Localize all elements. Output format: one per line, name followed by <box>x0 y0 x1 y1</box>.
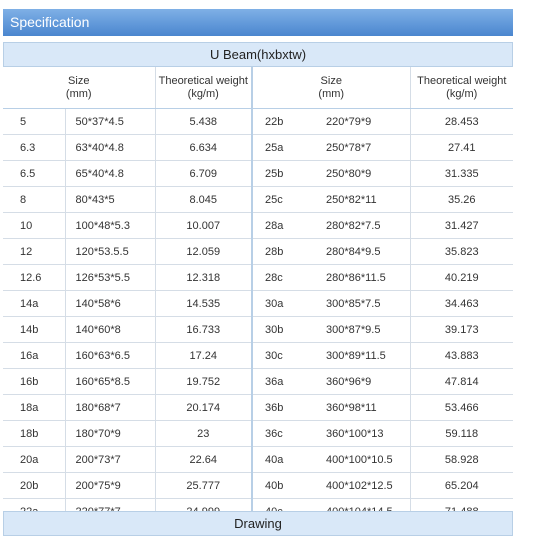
size-cell: 360*100*13 <box>306 421 410 447</box>
model-cell: 25c <box>252 187 306 213</box>
weight-cell: 58.928 <box>410 447 513 473</box>
table-row <box>3 109 513 135</box>
size-column-header-right <box>252 67 410 109</box>
model-cell: 12 <box>3 239 65 265</box>
model-cell: 14b <box>3 317 65 343</box>
model-cell: 6.3 <box>3 135 65 161</box>
model-cell: 18a <box>3 395 65 421</box>
model-cell: 28c <box>252 265 306 291</box>
weight-cell: 59.118 <box>410 421 513 447</box>
size-cell: 126*53*5.5 <box>65 265 155 291</box>
size-cell: 180*68*7 <box>65 395 155 421</box>
weight-cell: 14.535 <box>155 291 252 317</box>
size-cell: 200*73*7 <box>65 447 155 473</box>
size-cell: 280*82*7.5 <box>306 213 410 239</box>
model-cell: 25a <box>252 135 306 161</box>
model-cell: 25b <box>252 161 306 187</box>
model-cell: 20a <box>3 447 65 473</box>
model-cell: 30b <box>252 317 306 343</box>
size-cell: 65*40*4.8 <box>65 161 155 187</box>
weight-label: Theoretical weight <box>158 74 248 87</box>
size-cell: 250*80*9 <box>306 161 410 187</box>
size-column-header-left <box>3 67 155 109</box>
weight-label: Theoretical weight <box>417 74 507 87</box>
table-row <box>3 291 513 317</box>
weight-cell: 53.466 <box>410 395 513 421</box>
weight-column-header-left <box>155 67 252 109</box>
model-cell: 22b <box>252 109 306 135</box>
weight-cell: 28.453 <box>410 109 513 135</box>
table-row <box>3 473 513 499</box>
weight-cell: 5.438 <box>155 109 252 135</box>
size-cell: 360*98*11 <box>306 395 410 421</box>
size-unit: (mm) <box>318 87 345 100</box>
weight-cell: 34.463 <box>410 291 513 317</box>
size-unit: (mm) <box>65 87 92 100</box>
weight-cell: 35.26 <box>410 187 513 213</box>
weight-unit: (kg/m) <box>446 87 478 100</box>
weight-cell: 19.752 <box>155 369 252 395</box>
size-cell: 400*102*12.5 <box>306 473 410 499</box>
weight-cell: 31.335 <box>410 161 513 187</box>
weight-cell: 20.174 <box>155 395 252 421</box>
size-cell: 280*86*11.5 <box>306 265 410 291</box>
weight-cell: 10.007 <box>155 213 252 239</box>
size-label: Size <box>68 74 90 87</box>
weight-cell: 65.204 <box>410 473 513 499</box>
weight-cell: 6.709 <box>155 161 252 187</box>
weight-cell: 16.733 <box>155 317 252 343</box>
weight-cell: 39.173 <box>410 317 513 343</box>
model-cell: 20b <box>3 473 65 499</box>
size-cell: 250*78*7 <box>306 135 410 161</box>
spec-table <box>3 67 513 525</box>
weight-cell: 12.059 <box>155 239 252 265</box>
table-row <box>3 239 513 265</box>
specification-title: Specification <box>10 14 90 30</box>
table-row <box>3 317 513 343</box>
model-cell: 8 <box>3 187 65 213</box>
size-cell: 160*63*6.5 <box>65 343 155 369</box>
size-cell: 120*53.5.5 <box>65 239 155 265</box>
weight-cell: 31.427 <box>410 213 513 239</box>
weight-cell: 35.823 <box>410 239 513 265</box>
model-cell: 12.6 <box>3 265 65 291</box>
table-row <box>3 187 513 213</box>
model-cell: 36c <box>252 421 306 447</box>
size-cell: 100*48*5.3 <box>65 213 155 239</box>
weight-cell: 47.814 <box>410 369 513 395</box>
weight-cell: 22.64 <box>155 447 252 473</box>
weight-cell: 17.24 <box>155 343 252 369</box>
weight-cell: 27.41 <box>410 135 513 161</box>
model-cell: 36a <box>252 369 306 395</box>
size-cell: 400*100*10.5 <box>306 447 410 473</box>
weight-column-header-right <box>410 67 513 109</box>
table-row <box>3 369 513 395</box>
model-cell: 28b <box>252 239 306 265</box>
specification-header <box>3 9 513 36</box>
size-cell: 80*43*5 <box>65 187 155 213</box>
weight-cell: 12.318 <box>155 265 252 291</box>
weight-cell: 8.045 <box>155 187 252 213</box>
model-cell: 28a <box>252 213 306 239</box>
table-row <box>3 395 513 421</box>
table-row <box>3 213 513 239</box>
model-cell: 5 <box>3 109 65 135</box>
table-row <box>3 161 513 187</box>
model-cell: 36b <box>252 395 306 421</box>
size-cell: 140*60*8 <box>65 317 155 343</box>
size-cell: 200*75*9 <box>65 473 155 499</box>
model-cell: 14a <box>3 291 65 317</box>
size-cell: 160*65*8.5 <box>65 369 155 395</box>
table-row <box>3 421 513 447</box>
drawing-section-title: Drawing <box>3 511 513 536</box>
size-cell: 280*84*9.5 <box>306 239 410 265</box>
model-cell: 40a <box>252 447 306 473</box>
size-cell: 250*82*11 <box>306 187 410 213</box>
table-row <box>3 135 513 161</box>
table-row <box>3 447 513 473</box>
table-header-row <box>3 67 513 109</box>
table-row <box>3 265 513 291</box>
weight-cell: 23 <box>155 421 252 447</box>
size-cell: 63*40*4.8 <box>65 135 155 161</box>
size-label: Size <box>320 74 342 87</box>
table-row <box>3 343 513 369</box>
model-cell: 6.5 <box>3 161 65 187</box>
size-cell: 140*58*6 <box>65 291 155 317</box>
size-cell: 180*70*9 <box>65 421 155 447</box>
weight-cell: 6.634 <box>155 135 252 161</box>
weight-cell: 40.219 <box>410 265 513 291</box>
model-cell: 16b <box>3 369 65 395</box>
table-title: U Beam(hxbxtw) <box>3 42 513 67</box>
model-cell: 16a <box>3 343 65 369</box>
model-cell: 40b <box>252 473 306 499</box>
weight-cell: 43.883 <box>410 343 513 369</box>
size-cell: 360*96*9 <box>306 369 410 395</box>
model-cell: 30a <box>252 291 306 317</box>
size-cell: 300*89*11.5 <box>306 343 410 369</box>
weight-cell: 25.777 <box>155 473 252 499</box>
size-cell: 50*37*4.5 <box>65 109 155 135</box>
weight-unit: (kg/m) <box>187 87 219 100</box>
model-cell: 10 <box>3 213 65 239</box>
size-cell: 300*85*7.5 <box>306 291 410 317</box>
model-cell: 18b <box>3 421 65 447</box>
size-cell: 220*79*9 <box>306 109 410 135</box>
size-cell: 300*87*9.5 <box>306 317 410 343</box>
model-cell: 30c <box>252 343 306 369</box>
